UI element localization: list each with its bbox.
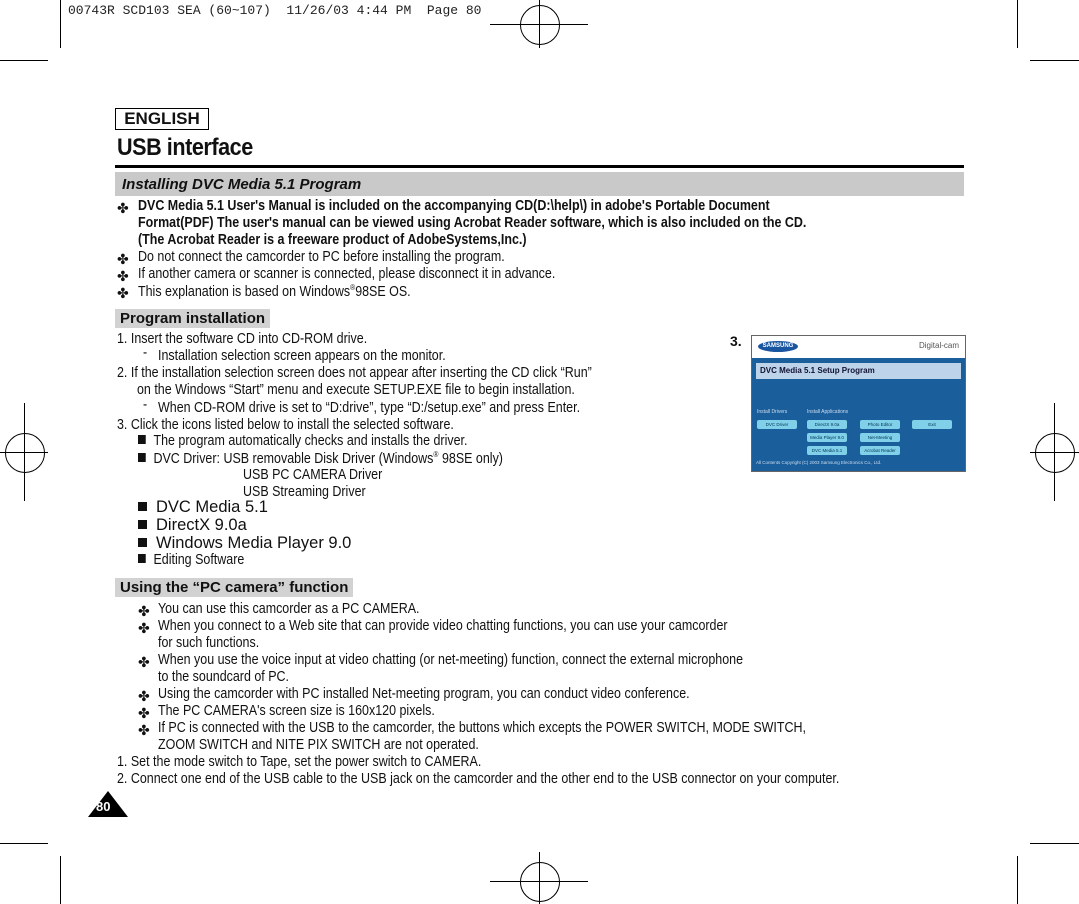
square-bullet-icon [138,453,146,462]
note-1-cont: Format(PDF) The user's manual can be viewed using Acrobat Reader software, which is also included on the CD. [138,215,807,231]
bullet-icon: ✤ [117,200,129,216]
bullet-icon: ✤ [117,251,129,267]
caption: Install Applications [807,409,849,415]
setup-button[interactable]: Media Player 9.0 [807,433,847,442]
pc-camera-item: The PC CAMERA's screen size is 160x120 pixels. [158,703,435,719]
list-item: DVC Driver: USB removable Disk Driver (Windows® 98SE only) [138,450,503,467]
setup-button[interactable]: Acrobat Reader [860,446,900,455]
setup-button[interactable]: DVC Media 5.1 [807,446,847,455]
brand-label: Digital-cam [918,341,959,350]
setup-title: DVC Media 5.1 Setup Program [756,363,961,379]
pc-camera-item-cont: for such functions. [158,635,260,651]
crop-mark [1030,60,1079,61]
crop-mark [1017,0,1018,48]
setup-button[interactable]: Photo Editor [860,420,900,429]
figure-label: 3. [730,333,742,349]
screenshot-footer: All Contents Copyright (C) 2003 Samsung Electronics Co., Ltd. [756,460,882,465]
step-1-sub: Installation selection screen appears on the monitor. [158,348,446,364]
print-slug: 00743R SCD103 SEA (60~107) 11/26/03 4:44 PM Page 80 [68,3,482,18]
square-bullet-icon [138,520,147,529]
page-number: 80 [96,799,111,814]
step-2: 2. If the installation selection screen does not appear after inserting the CD click “Run” [117,365,592,381]
crop-mark [60,0,61,48]
list-item: Windows Media Player 9.0 [138,534,351,553]
list-item: DirectX 9.0a [138,516,247,535]
bullet-icon: ✤ [138,688,150,704]
square-bullet-icon [138,502,147,511]
list-item: DVC Media 5.1 [138,498,268,517]
dash-icon: - [143,345,148,361]
setup-button[interactable]: Exit [912,420,952,429]
setup-button[interactable]: DVC Driver [757,420,797,429]
caption: Install Drivers [757,409,788,415]
list-item-cont: USB PC CAMERA Driver [243,467,383,483]
list-item-cont: USB Streaming Driver [243,484,366,500]
setup-program-screenshot [751,335,966,472]
note-3: If another camera or scanner is connected, please disconnect it in advance. [138,266,556,282]
section-title: Installing DVC Media 5.1 Program [122,176,362,193]
crop-mark [60,856,61,904]
dash-icon: - [143,397,148,413]
pc-camera-item-cont: to the soundcard of PC. [158,669,290,685]
step-3: 3. Click the icons listed below to install the selected software. [117,417,454,433]
title-rule [115,165,964,168]
pc-camera-item: You can use this camcorder as a PC CAMERA. [158,601,420,617]
crop-mark [0,843,48,844]
pc-camera-heading: Using the “PC camera” function [115,578,353,597]
bullet-icon: ✤ [138,654,150,670]
crop-mark [1017,856,1018,904]
step-2-sub: When CD-ROM drive is set to “D:drive”, type “D:/setup.exe” and press Enter. [158,400,581,416]
note-4: This explanation is based on Windows®98SE OS. [138,283,411,300]
program-installation-heading: Program installation [115,309,270,328]
square-bullet-icon [138,538,147,547]
page-title: USB interface [117,134,253,161]
bullet-icon: ✤ [138,722,150,738]
samsung-logo: SAMSUNG [758,341,798,352]
bullet-icon: ✤ [117,268,129,284]
note-1: DVC Media 5.1 User's Manual is included on the accompanying CD(D:\help\) in adobe's Portable Document [138,198,770,214]
pc-camera-step: 1. Set the mode switch to Tape, set the power switch to CAMERA. [117,754,482,770]
list-item: The program automatically checks and installs the driver. [138,433,467,449]
list-item: Editing Software [138,552,244,568]
step-2-cont: on the Windows “Start” menu and execute SETUP.EXE file to begin installation. [137,382,575,398]
pc-camera-item-cont: ZOOM SWITCH and NITE PIX SWITCH are not operated. [158,737,479,753]
crop-mark [1030,843,1079,844]
language-label: ENGLISH [115,108,209,130]
crop-mark [0,60,48,61]
bullet-icon: ✤ [117,285,129,301]
square-bullet-icon [138,554,146,563]
square-bullet-icon [138,435,146,444]
bullet-icon: ✤ [138,603,150,619]
note-1-cont: (The Acrobat Reader is a freeware product of AdobeSystems,Inc.) [138,232,527,248]
setup-button[interactable]: DirectX 9.0a [807,420,847,429]
setup-button[interactable]: Net-Meeting [860,433,900,442]
bullet-icon: ✤ [138,620,150,636]
pc-camera-item: When you use the voice input at video chatting (or net-meeting) function, connect the external microphone [158,652,744,668]
step-1: 1. Insert the software CD into CD-ROM drive. [117,331,368,347]
note-2: Do not connect the camcorder to PC before installing the program. [138,249,505,265]
pc-camera-item: Using the camcorder with PC installed Net-meeting program, you can conduct video conference. [158,686,690,702]
pc-camera-item: When you connect to a Web site that can provide video chatting functions, you can use your camcorder [158,618,728,634]
pc-camera-item: If PC is connected with the USB to the camcorder, the buttons which excepts the POWER SWITCH, MODE SWITCH, [158,720,806,736]
bullet-icon: ✤ [138,705,150,721]
pc-camera-step: 2. Connect one end of the USB cable to the USB jack on the camcorder and the other end to the USB connector on your computer. [117,771,840,787]
